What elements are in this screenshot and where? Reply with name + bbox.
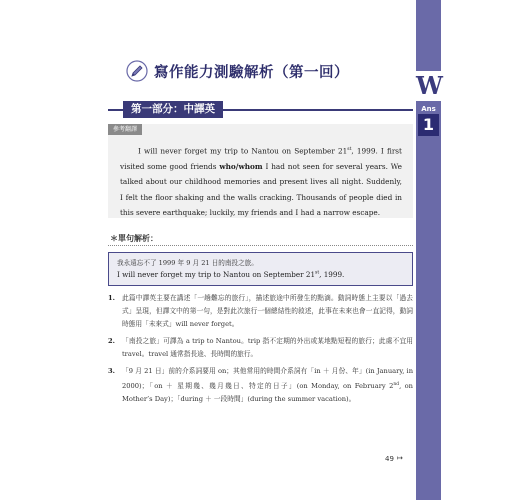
reference-tag: 參考翻譯	[108, 124, 142, 135]
page-number: 49	[385, 455, 394, 463]
note-text: , on Mother’s Day)；「during ＋ 一段時間」(during the summer vacation)。	[122, 382, 413, 404]
translation-part: , 1999. I first visited some good friends	[120, 146, 402, 171]
example-chinese: 我永遠忘不了 1999 年 9 月 21 日的南投之旅。	[117, 259, 258, 267]
side-tab-ans-label: Ans	[421, 105, 436, 113]
title-row	[126, 60, 349, 82]
translation-bold: who/whom	[219, 161, 263, 171]
notes-list	[108, 292, 413, 410]
translation-part: I had not seen for several years. We talked about our childhood memories and present lives all night. Suddenly, I felt the floor shaking and the walls cracking. Thousands of people died in this severe earthquake; luckily, my friends and I had a narrow escape.	[120, 161, 402, 218]
pencil-icon	[126, 60, 148, 82]
page	[92, 0, 416, 500]
note-text: 「南投之旅」可譯為 a trip to Nantou。trip 指不定期的外出或某地點短程的旅行；此處不宜用 travel。travel 通常指長途、長時間的旅行。	[122, 337, 413, 358]
ordinal-suffix: nd	[393, 382, 400, 387]
part-banner	[108, 101, 413, 118]
side-tab-number: 1	[418, 114, 439, 136]
page-title: 寫作能力測驗解析（第一回）	[154, 64, 349, 81]
section-heading: ＊單句解析：	[110, 234, 158, 243]
note-number: 1.	[108, 294, 115, 302]
side-tab	[416, 0, 441, 500]
ordinal-suffix: st	[347, 147, 352, 152]
list-item	[108, 335, 413, 361]
part-label: 第一部分：中譯英	[123, 101, 223, 118]
example-box	[108, 252, 413, 286]
list-item	[108, 292, 413, 331]
reference-translation-box	[108, 124, 413, 218]
section-divider	[108, 245, 413, 246]
next-arrow-icon: ↦	[397, 454, 403, 462]
note-text: 此篇中譯英主要在講述「一趟難忘的旅行」，描述旅途中所發生的點滴。動詞時態上主要以「過去式」呈現，但譯文中的第一句，是對此次旅行一個總結性的敘述，此事在未來也會一直記得，動詞時態用「未來式」will never forget。	[122, 294, 413, 328]
example-english	[117, 270, 344, 279]
note-number: 3.	[108, 367, 115, 375]
example-english-part: I will never forget my trip to Nantou on September 21	[117, 270, 316, 279]
list-item	[108, 365, 413, 406]
note-text: 「9 月 21 日」前的介系詞要用 on；其他常用的時間介系詞有「in ＋ 月份、年」(in January, in 2000)；「on ＋ 星期幾、幾月幾日、特定的日子」(on Monday, on February 2	[122, 367, 413, 391]
note-number: 2.	[108, 337, 115, 345]
side-tab-letter: W	[416, 71, 443, 100]
reference-translation-text	[120, 142, 402, 221]
example-english-part: , 1999.	[319, 270, 345, 279]
ordinal-suffix: st	[315, 270, 320, 276]
translation-part: I will never forget my trip to Nantou on September 21	[138, 146, 348, 156]
